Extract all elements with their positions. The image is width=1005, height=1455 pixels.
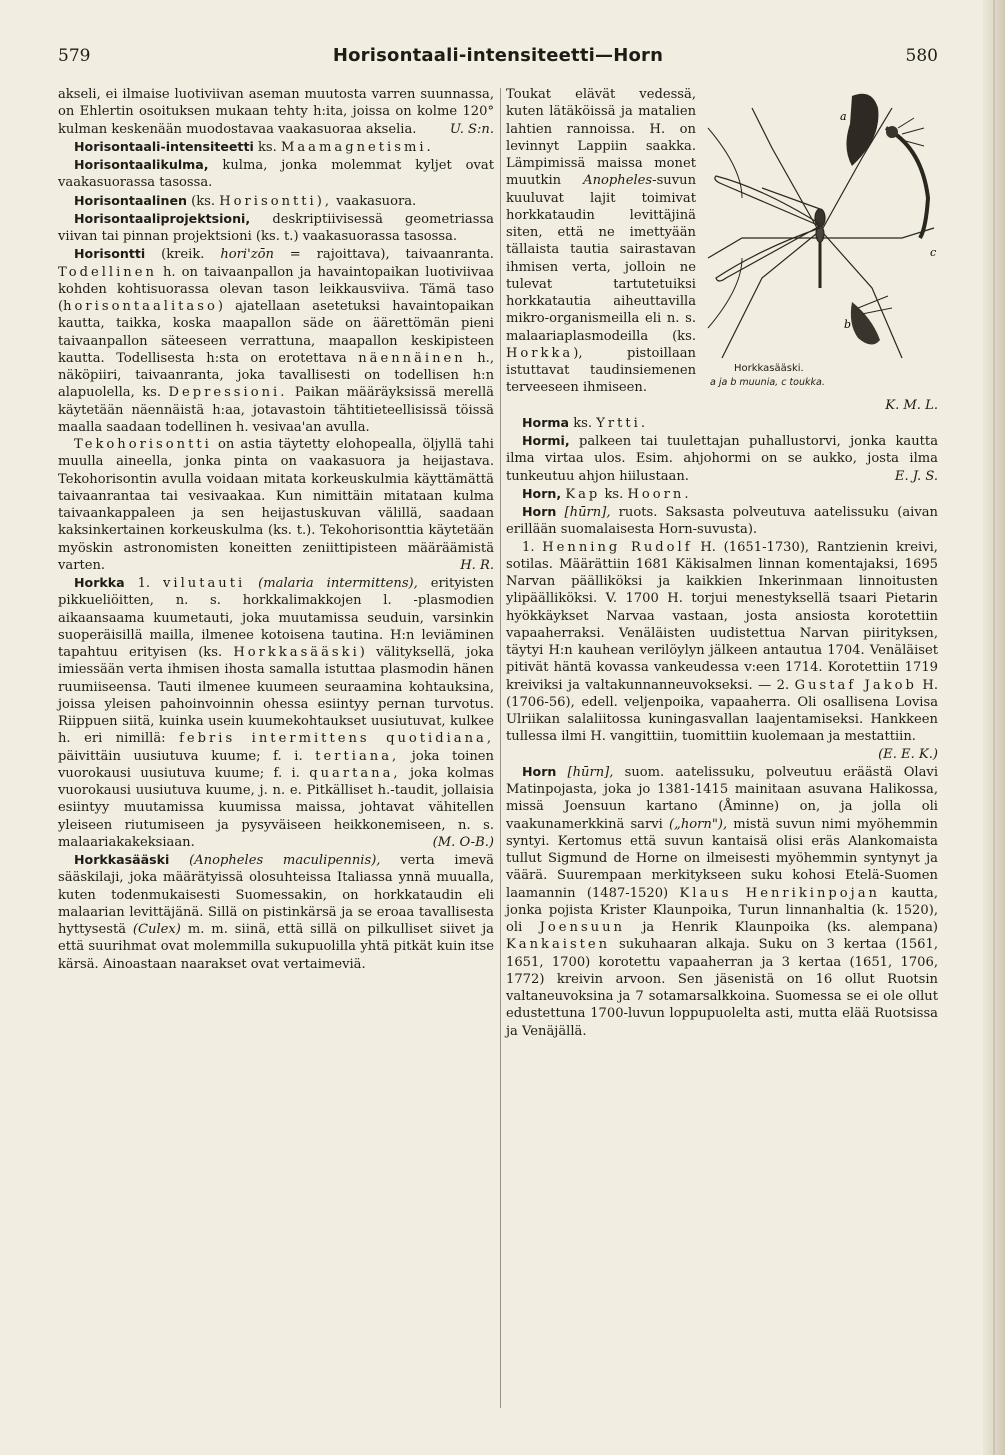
signature: H. R. [460,557,494,573]
entry-horn-kap: Horn, Kap ks. Hoorn. [522,485,692,502]
signature: E. J. S. [894,468,938,484]
page-header [58,46,938,72]
headword: Horisontaali-intensiteetti [74,138,254,154]
entry-continuation: Toukat elävät vedessä, kuten lätäköissä ja matalien lahtien rannoissa. H. on levinnyt Lappiin saakka. Lämpimissä maissa monet muutkin Anopheles-suvun kuuluvat lajit toimivat horkkataudin levittäjinä siten, että ne imettyään tällaista tautia sairastavan ihmisen verta, jolloin ne tulevat tartutetuiksi horkkatautia aiheuttavilla mikro-organismeilla eli n. s. malaariaplasmodeilla (ks. Horkka), pistoillaan istuttavat taudinsiemenen terveeseen ihmiseen. K. M. L. [506,87,938,413]
page-edge-line [993,0,995,1455]
headword: Horkka [74,575,125,590]
headword: Horisontaaliprojektsioni, [74,210,251,226]
headword: Horma [522,414,570,430]
entry-horma: Horma ks. Yrtti. [522,414,648,431]
mosquito-illustration-icon [702,88,938,360]
entry-horisontaalikulma: Horisontaalikulma, kulma, jonka molemmat kyljet ovat vaakasuorassa tasossa. [58,157,495,191]
entry-horn-ruots: Horn [hūrn], ruots. Saksasta polveutuva aatelissuku (aivan erillään suomalaisesta Horn-suvusta). [506,504,938,538]
entry-horkkasaaski: Horkkasääski (Anopheles maculipennis), verta imevä sääskilaji, joka määrätyissä olosuhteissa Italiassa ynnä muualla, kuten todenmukaisesti Suomessakin, on horkkataudin eli malaarian levittäjänä. Sillä on pistinkärsä ja se eroaa tavallisesta hyttysestä (Culex) m. m. siinä, että sillä on pilkulliset siivet ja että suurihmat ovat molemmilla sukupuolilla yhtä pitkät kuin itse kärsä. Ainoastaan naarakset ovat vertaimeviä. [58,852,494,972]
entry-horisontaali-intensiteetti: Horisontaali-intensiteetti ks. Maamagnetismi. [74,138,434,155]
headword: Horn [522,504,557,519]
entry-tekohorisontti: Tekohorisontti on astia täytetty elohopealla, öljyllä tahi muulla aineella, jonka pinta on vaakasuora ja heijastava. Tekohorisontin avulla voidaan mitata korkeuskulmia käyttämättä taivaanrantaa tai vesivaakaa. Kun nimittäin mitataan kulma taivaankappaleen ja sen heijastuskuvan välillä, saadaan kaksinkertainen korkeuskulma (ks. t.). Tekohorisonttia käytetään myöskin astronomisten koneitten zeniittipisteen määräämistä varten. H. R. [58,437,494,573]
signature: (E. E. K.) [878,746,938,762]
entry-horn-ruots-members: 1. Henning Rudolf H. (1651-1730), Rantzienin kreivi, sotilas. Määrättiin 1681 Käkisalmen linnan komentajaksi, 1695 Narvan päälliköksi ja kaikkien Inkerinmaan linnoitusten ylipäälliköksi. V. 1700 H. torjui menestyksellä tsaari Pietarin hyökkäykset Narvaa vastaan, josta ansiosta korotettiin vapaaherraksi. Venäläisten uudistettua Narvan piirityksen, täytyi H:n kauhean verilöylyn jälkeen antautua 1704. Venäläiset pitivät häntä kovassa vankeudessa v:een 1714. Korotettiin 1719 kreiviksi ja valtakunnanneuvokseksi. — 2. Gustaf Jakob H. (1706-56), edell. veljenpoika, vapaaherra. Oli osallisena Lovisa Ulriikan salaliitossa kuningasvallan laajentamiseksi. Hankkeen tullessa ilmi H. vangittiin, tuomittiin kuolemaan ja mestattiin. (E. E. K.) [506,539,938,762]
entry-horisontti: Horisontti (kreik. hori'zōn = rajoittava), taivaanranta. Todellinen h. on taivaanpallon ja havaintopaikan luotiviivaa kohden kohtisuorassa olevan tason leikkausviiva. Tämä taso (horisontaalitaso) ajatellaan asetetuksi havaintopaikan kautta, taikka, koska maapallon säde on äärettömän pieni taivaanpallon säteeseen verrattuna, maapallon keskipisteen kautta. Todellisesta h:sta on erotettava näennäinen h., näköpiiri, taivaanranta, joka tavallisesti on todellisen h:n alapuolella, ks. Depressioni. Paikan määräyksissä merellä käytetään näennäistä h:aa, jotavastoin tähtitieteellisissä töissä maalla saadaan todellinen h. vesivaa'an avulla. [58,246,494,435]
running-title: Horisontaali-intensiteetti—Horn [332,45,664,66]
figure-caption: Horkkasääski. [734,363,804,374]
headword: Horn, [522,485,562,501]
entry-continuation: akseli, ei ilmaise luotiviivan aseman muutosta varren suunnassa, on Ehlertin osoituksen mukaan tehty h:ita, joissa on kolme 120° kulman keskenään muodostavaa vaakasuoraa akselia. U. S:n. [58,87,494,137]
svg-text:b: b [844,318,852,331]
figure-legend: a ja b muunia, c toukka. [710,377,825,388]
headword: Horisontaalikulma, [74,157,209,172]
pupa-a-icon [846,94,878,166]
signature: U. S:n. [449,121,494,137]
page-number-left: 579 [58,46,91,66]
svg-text:c: c [930,246,937,259]
entry-hormi: Hormi, palkeen tai tuulettajan puhallustorvi, jonka kautta ilma virtaa ulos. Esim. ahjohormi on se aukko, josta ilma tunkeutuu ahjon hiilustaan. E. J. S. [506,433,938,484]
entry-horn-suom: Horn [hūrn], suom. aatelissuku, polveutuu eräästä Olavi Matinpojasta, joka jo 1381-1415 mainitaan asuvana Halikossa, missä Joensuun kartano (Åminne) on, ja jolla oli vaakunamerkkinä sarvi („horn"), mistä suvun nimi myöhemmin syntyi. Kertomus että suvun kantaisä olisi eräs Alankomaista tullut Sigmund de Horne on ilmeisesti myöhemmin syntynyt ja väärä. Suurempaan merkitykseen suku kohosi Etelä-Suomen laamannin (1487-1520) Klaus Henrikinpojan kautta, jonka pojista Krister Klaunpoika, Turun linnanhaltia (k. 1520), oli Joensuun ja Henrik Klaunpoika (ks. alempana) Kankaisten sukuhaaran alkaja. Suku on 3 kertaa (1561, 1651, 1700) korotettu vapaaherran ja 3 kertaa (1651, 1706, 1772) kreivin arvoon. Sen jäsenistä on 16 ollut Ruotsin valtaneuvoksina ja 7 sotamarsalkkoina. Suomessa se ei ole ollut edustettuna 1700-luvun loppupuolelta asti, mutta elää Ruotsissa ja Venäjällä. [506,763,939,1039]
headword: Horn [522,763,557,779]
headword: Hormi, [522,433,570,448]
headword: Horkkasääski [74,852,170,867]
mosquito-figure [702,88,938,392]
entry-horisontaalinen: Horisontaalinen (ks. Horisontti), vaakasuora. [74,192,417,209]
column-divider [500,88,501,1408]
entry-horisontaaliprojektsioni: Horisontaaliprojektsioni, deskriptiivisessä geometriassa viivan tai pinnan projektsioni (ks. t.) vaakasuorassa tasossa. [58,210,494,244]
signature: (M. O-B.) [432,834,494,850]
page-number-right: 580 [905,46,938,66]
headword: Horisontaalinen [74,192,187,208]
larva-c-icon [886,118,928,238]
svg-text:a: a [840,110,847,123]
headword: Horisontti [74,246,146,262]
right-column [506,86,938,1040]
entry-horkka: Horkka 1. vilutauti (malaria intermittens), erityisten pikkueliöitten, n. s. horkkalimakkojen l. -plasmodien aikaansaama kuumetauti, joka muutamissa seuduin, varsinkin suoperäisillä mailla, ilmenee kotoisena tautina. H:n leviäminen tapahtuu erityisen (ks. Horkkasääski) välityksellä, joka imiessään verta ihmisen ihosta samalla istuttaa plasmodin hänen ruumiiseensa. Tauti ilmenee kuumeen seuraamina kohtauksina, joissa yleisen pahoinvoinnin ohessa esiintyy pernan turvotus. Riippuen siitä, kuinka usein kuumekohtaukset uusiutuvat, kulkee h. eri nimillä: febris intermittens quotidiana, päivittäin uusiutuva kuume; f. i. tertiana, joka toinen vuorokausi uusiutuva kuume; f. i. quartana, joka kolmas vuorokausi uusiutuva kuume, j. n. e. Pitkälliset h.-taudit, jollaisia esiintyy muutamissa kuumissa maissa, johtavat vähitellen yleiseen riutumiseen ja pysyväiseen heikkonemiseen, n. s. malaariakakeksiaan. (M. O-B.) [58,575,495,850]
left-column [58,86,494,973]
signature: K. M. L. [885,397,938,413]
